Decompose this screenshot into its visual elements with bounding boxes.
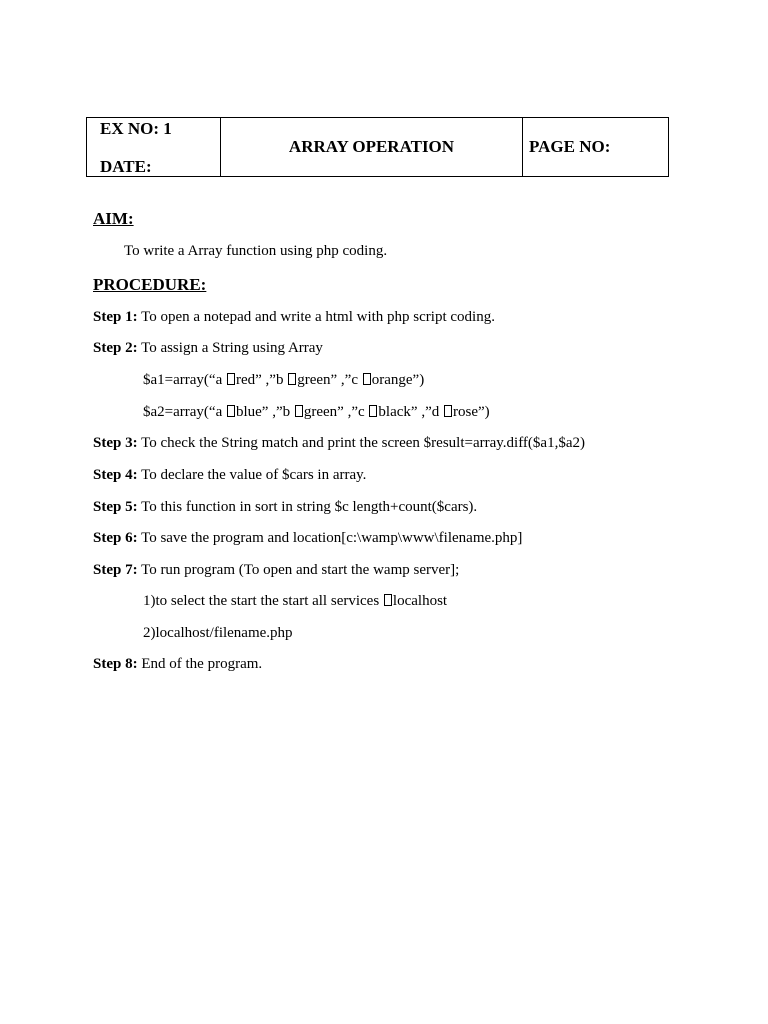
date-label: DATE: (100, 157, 152, 176)
aim-text: To write a Array function using php coding. (124, 243, 388, 259)
missing-glyph-icon (227, 373, 235, 385)
step-2-text: To assign a String using Array (137, 340, 323, 356)
procedure-heading: PROCEDURE: (93, 275, 207, 294)
step-2-label: Step 2: (93, 340, 138, 356)
step-4-label: Step 4: (93, 467, 138, 483)
array-a2-part: blue” ,”b (235, 404, 294, 420)
array-a2-part: black” ,”d (378, 404, 443, 420)
step-7-text: To run program (To open and start the wamp server]; (137, 562, 460, 578)
step-4-text: To declare the value of $cars in array. (137, 467, 367, 483)
step-6-text: To save the program and location[c:\wamp\www\filename.php] (137, 530, 523, 546)
step-8 (93, 656, 262, 673)
array-a2-line (143, 404, 490, 421)
step-7 (93, 562, 459, 579)
sub-1-part: 1)to select the start the start all services (143, 593, 383, 609)
sub-1-part: localhost (392, 593, 448, 609)
array-a1-part: orange”) (371, 372, 425, 388)
page-no-label: PAGE NO: (523, 118, 669, 177)
step-3 (93, 435, 585, 452)
array-a2-part: rose”) (452, 404, 490, 420)
step-7-sub-1 (143, 593, 447, 610)
step-6 (93, 530, 522, 547)
array-a2-part: green” ,”c (303, 404, 369, 420)
step-4 (93, 467, 366, 484)
ex-no: EX NO: 1 (100, 119, 172, 138)
step-3-text: To check the String match and print the screen $result=array.diff($a1,$a2) (137, 435, 585, 451)
step-5 (93, 499, 477, 516)
array-a1-part: red” ,”b (235, 372, 288, 388)
ex-date-cell (87, 118, 221, 177)
step-8-label: Step 8: (93, 656, 138, 672)
missing-glyph-icon (227, 405, 235, 417)
step-6-label: Step 6: (93, 530, 138, 546)
step-2 (93, 340, 323, 357)
step-1 (93, 309, 495, 326)
step-3-label: Step 3: (93, 435, 138, 451)
missing-glyph-icon (444, 405, 452, 417)
step-1-label: Step 1: (93, 309, 138, 325)
document-title: ARRAY OPERATION (221, 118, 523, 177)
step-5-label: Step 5: (93, 499, 138, 515)
array-a1-part: $a1=array(“a (143, 372, 226, 388)
step-7-label: Step 7: (93, 562, 138, 578)
array-a1-line (143, 372, 424, 389)
missing-glyph-icon (384, 594, 392, 606)
missing-glyph-icon (369, 405, 377, 417)
array-a2-part: $a2=array(“a (143, 404, 226, 420)
missing-glyph-icon (288, 373, 296, 385)
aim-heading: AIM: (93, 209, 134, 228)
step-7-sub-2: 2)localhost/filename.php (143, 625, 293, 641)
step-8-text: End of the program. (137, 656, 263, 672)
missing-glyph-icon (295, 405, 303, 417)
missing-glyph-icon (363, 373, 371, 385)
step-5-text: To this function in sort in string $c length+count($cars). (137, 499, 478, 515)
header-table (86, 117, 669, 177)
array-a1-part: green” ,”c (297, 372, 362, 388)
step-1-text: To open a notepad and write a html with php script coding. (137, 309, 495, 325)
